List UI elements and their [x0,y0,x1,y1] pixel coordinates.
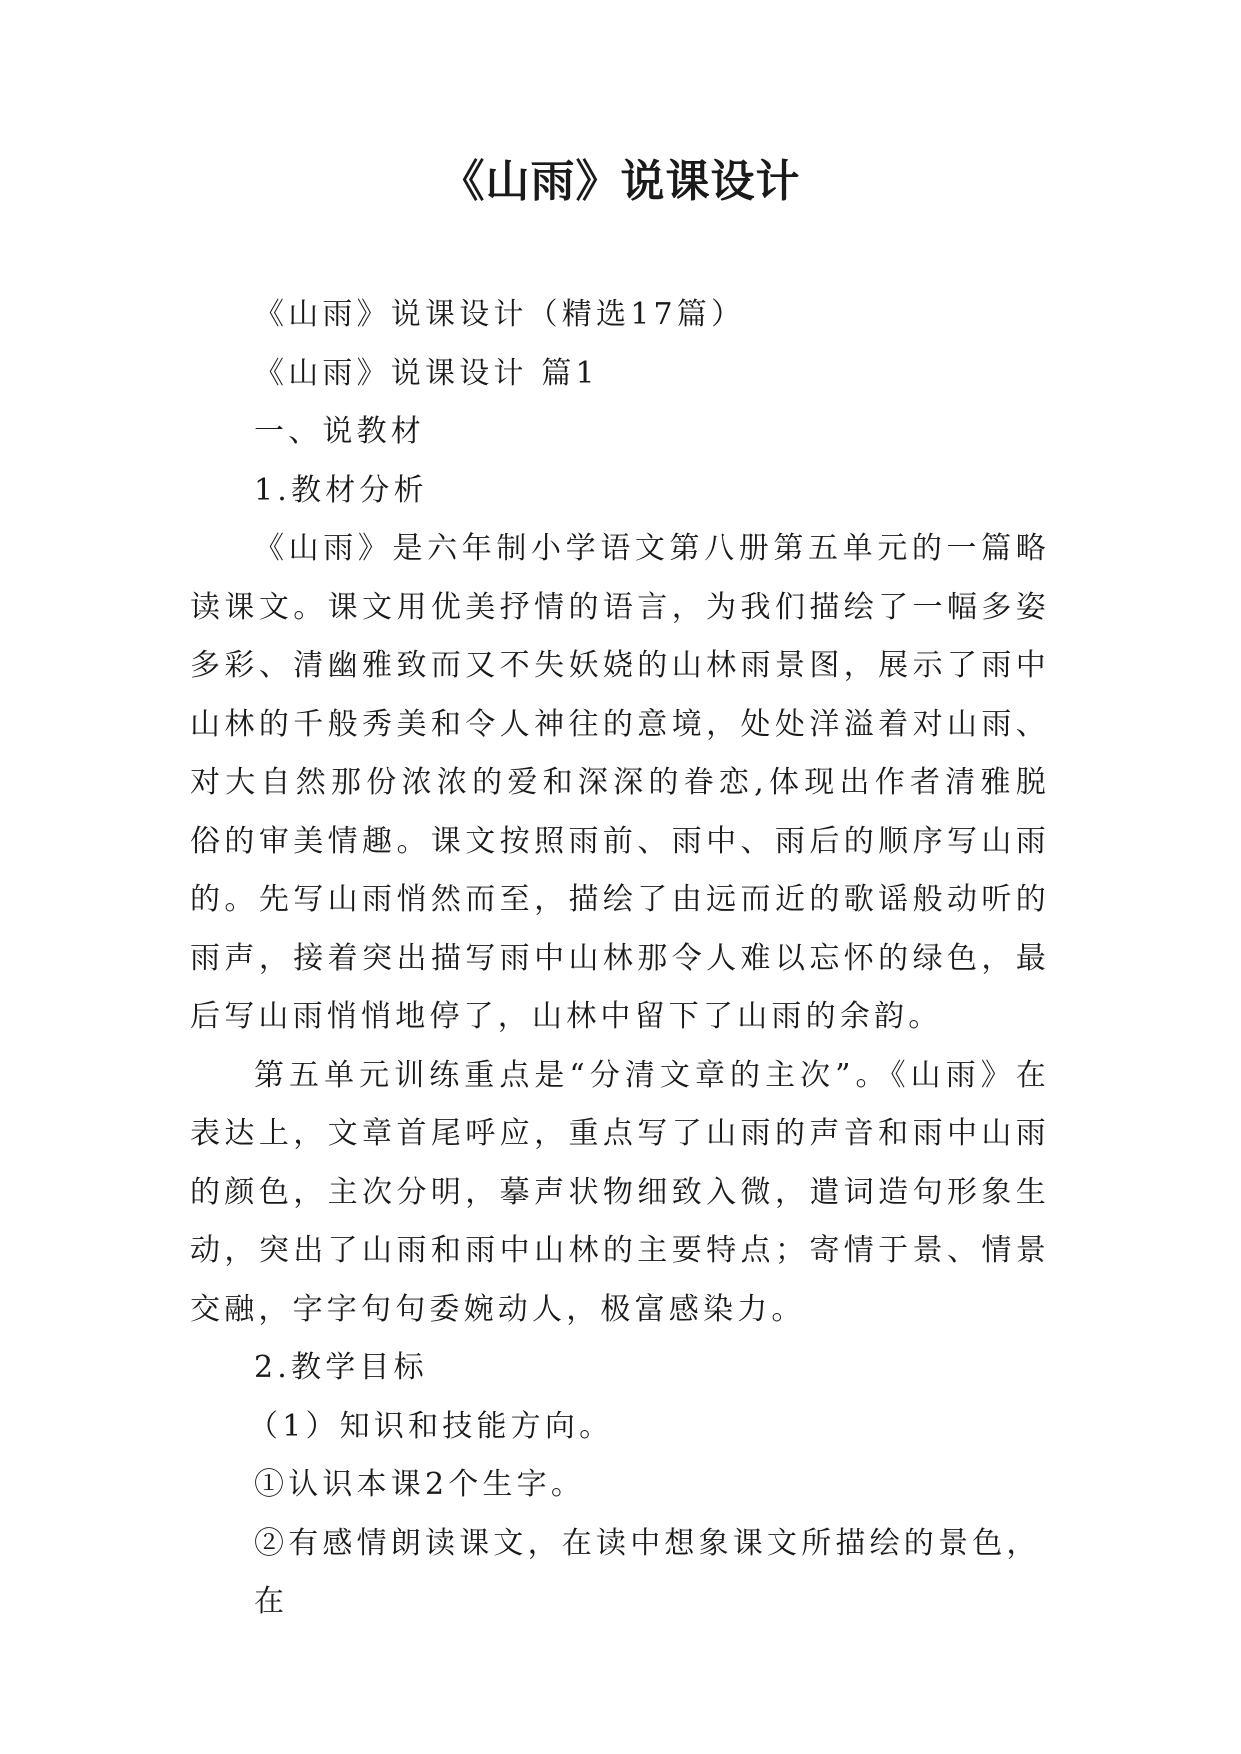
heading-teaching-goals: 2.教学目标 [254,1350,428,1385]
document-body [190,286,1050,1632]
paragraph-unit-focus: 第五单元训练重点是“分清文章的主次”。《山雨》在表达上，文章首尾呼应，重点写了山雨的声音和雨中山雨的颜色，主次分明，摹声状物细致入微，遣词造句形象生动，突出了山雨和雨中山林的主要特点；寄情于景、情景交融，字字句句委婉动人，极富感染力。 [190,1057,1050,1327]
paragraph-section-title: 《山雨》说课设计 篇1 [254,355,599,391]
paragraph-textbook-analysis: 《山雨》是六年制小学语文第八册第五单元的一篇略读课文。课文用优美抒情的语言，为我们描绘了一幅多姿多彩、清幽雅致而又不失妖娆的山林雨景图，展示了雨中山林的千般秀美和令人神往的意境，处处洋溢着对山雨、对大自然那份浓浓的爱和深深的眷恋,体现出作者清雅脱俗的审美情趣。课文按照雨前、雨中、雨后的顺序写山雨的。先写山雨悄然而至，描绘了由远而近的歌谣般动听的雨声，接着突出描写雨中山林那令人难以忘怀的绿色，最后写山雨悄悄地停了，山林中留下了山雨的余韵。 [190,531,1050,1034]
heading-textbook-analysis: 1.教材分析 [254,472,428,508]
heading-textbook: 一、说教材 [254,414,425,449]
list-item-goal-2: ②有感情朗读课文，在读中想象课文所描绘的景色，在 [254,1525,1041,1619]
heading-knowledge-skills: （1）知识和技能方向。 [248,1408,614,1444]
paragraph-collection-title: 《山雨》说课设计（精选17篇） [254,297,746,332]
document-title: 《山雨》说课设计 [440,156,801,207]
list-item-goal-1: ①认识本课2个生字。 [254,1467,586,1502]
